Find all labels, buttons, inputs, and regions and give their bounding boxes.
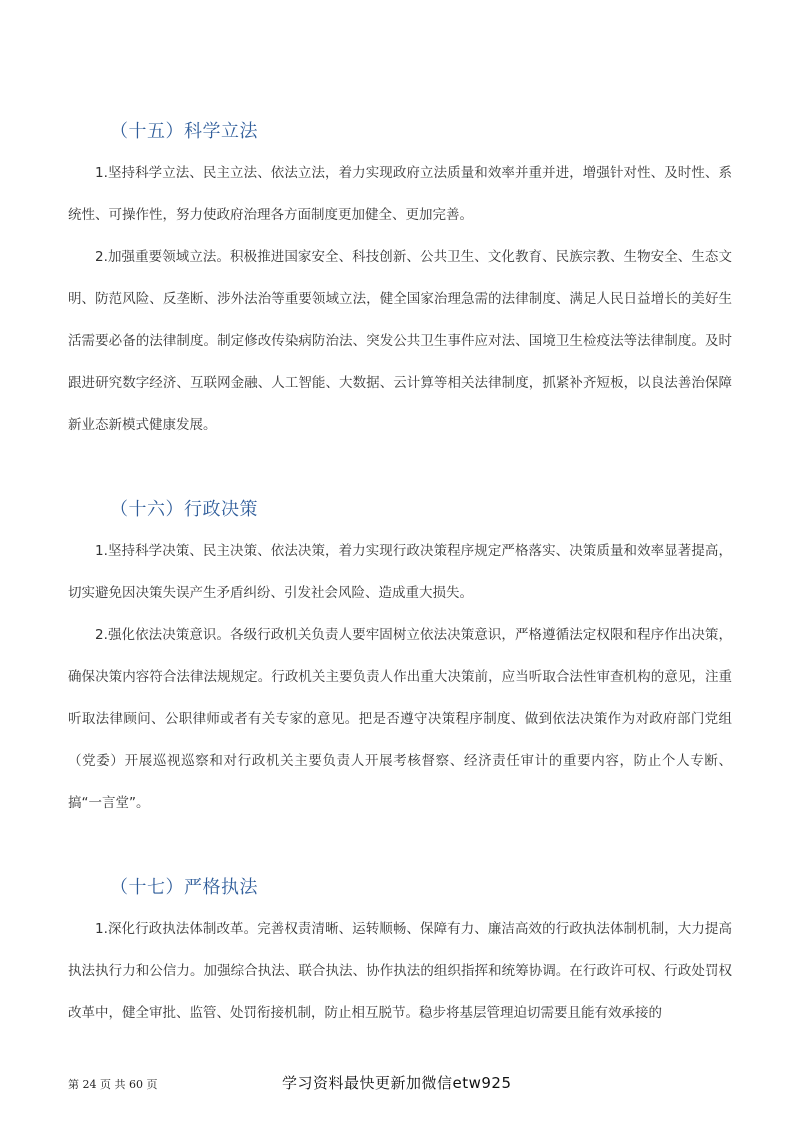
footer-notice: 学习资料最快更新加微信etw925: [282, 1074, 512, 1092]
paragraph-text: 1.坚持科学立法、民主立法、依法立法，着力实现政府立法质量和效率并重并进，增强针对性、及时性、系统性、可操作性，努力使政府治理各方面制度更加健全、更加完善。: [68, 165, 732, 223]
paragraph-text: 2.加强重要领域立法。积极推进国家安全、科技创新、公共卫生、文化教育、民族宗教、生物安全、生态文明、防范风险、反垄断、涉外法治等重要领域立法，健全国家治理急需的法律制度、满足人民日益增长的美好生活需要必备的法律制度。制定修改传染病防治法、突发公共卫生事件应对法、国境卫生检疫法等法律制度。及时跟进研究数字经济、互联网金融、人工智能、大数据、云计算等相关法律制度，抓紧补齐短板，以良法善治保障新业态新模式健康发展。: [68, 249, 732, 433]
section-heading-15: （十五）科学立法: [110, 121, 258, 142]
section-heading-17: （十七）严格执法: [110, 877, 258, 898]
paragraph-15-1: [68, 152, 732, 236]
paragraph-17-1: [68, 908, 732, 1034]
section-heading-16: （十六）行政决策: [110, 499, 258, 520]
paragraph-text: 1.深化行政执法体制改革。完善权责清晰、运转顺畅、保障有力、廉洁高效的行政执法体制机制，大力提高执法执行力和公信力。加强综合执法、联合执法、协作执法的组织指挥和统筹协调。在行政许可权、行政处罚权改革中，健全审批、监管、处罚衔接机制，防止相互脱节。稳步将基层管理迫切需要且能有效承接的: [68, 921, 732, 1021]
paragraph-text: 1.坚持科学决策、民主决策、依法决策，着力实现行政决策程序规定严格落实、决策质量和效率显著提高，切实避免因决策失误产生矛盾纠纷、引发社会风险、造成重大损失。: [68, 543, 732, 601]
page-number: 第 24 页 共 60 页: [68, 1078, 158, 1091]
paragraph-15-2: [68, 236, 732, 446]
paragraph-text: 2.强化依法决策意识。各级行政机关负责人要牢固树立依法决策意识，严格遵循法定权限和程序作出决策，确保决策内容符合法律法规规定。行政机关主要负责人作出重大决策前，应当听取合法性审查机构的意见，注重听取法律顾问、公职律师或者有关专家的意见。把是否遵守决策程序制度、做到依法决策作为对政府部门党组（党委）开展巡视巡察和对行政机关主要负责人开展考核督察、经济责任审计的重要内容，防止个人专断、搞“一言堂”。: [68, 627, 732, 811]
paragraph-16-1: [68, 530, 732, 614]
paragraph-16-2: [68, 614, 732, 824]
